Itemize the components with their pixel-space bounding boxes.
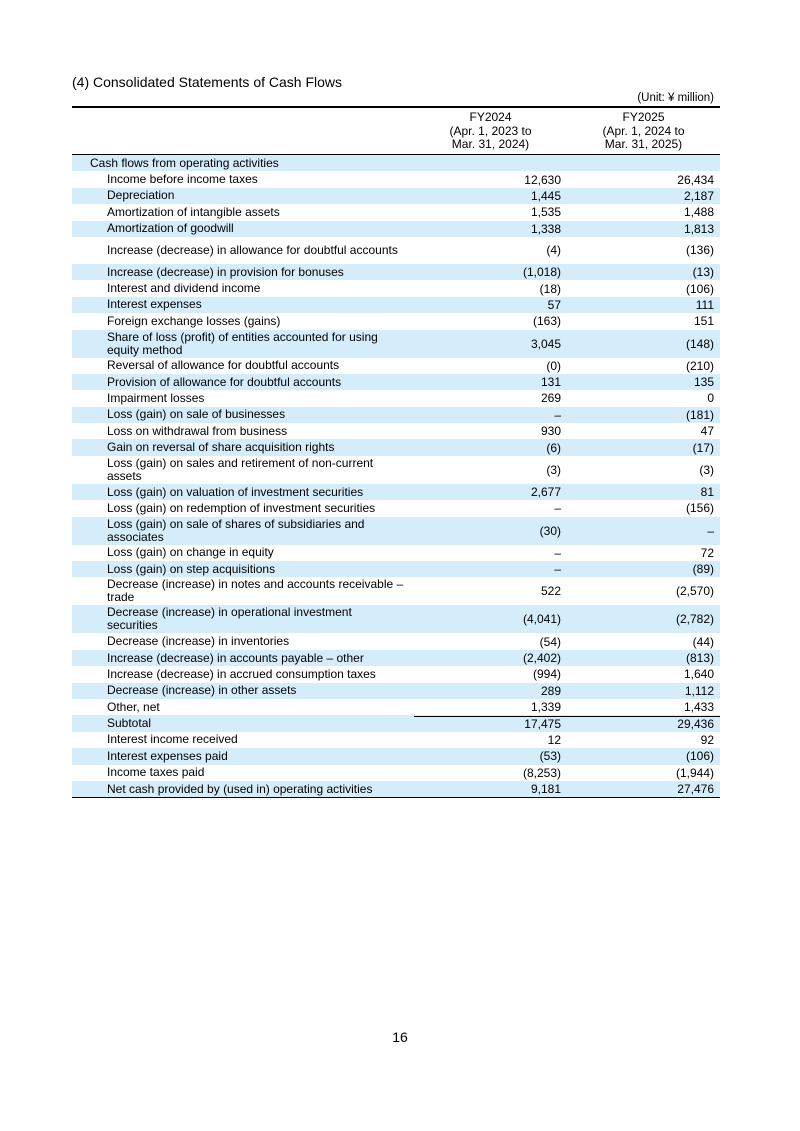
table-row — [72, 748, 720, 764]
row-label: Increase (decrease) in allowance for doubtful accounts — [107, 242, 398, 257]
value-fy2025: 2,187 — [683, 188, 714, 203]
value-fy2025: 72 — [700, 545, 714, 560]
column-header-line: FY2025 — [622, 110, 665, 124]
row-label: Loss (gain) on sale of businesses — [107, 407, 286, 422]
value-fy2024: (163) — [532, 314, 561, 329]
row-label: Income before income taxes — [107, 172, 258, 187]
table-row — [72, 732, 720, 748]
value-fy2024: (6) — [546, 440, 561, 455]
section-heading: Cash flows from operating activities — [90, 155, 279, 170]
table-row — [72, 561, 720, 577]
value-fy2024: 131 — [540, 375, 561, 390]
value-fy2025: 1,433 — [683, 700, 714, 715]
row-label: Decrease (increase) in other assets — [107, 683, 297, 698]
value-fy2024: (30) — [539, 523, 561, 538]
table-body — [72, 155, 720, 798]
value-fy2024: – — [554, 545, 561, 560]
table-row — [72, 237, 720, 264]
value-fy2024: – — [554, 501, 561, 516]
unit-label: (Unit: ¥ million) — [637, 92, 714, 104]
value-fy2024: (54) — [539, 634, 561, 649]
table-row — [72, 650, 720, 666]
row-label: Provision of allowance for doubtful accounts — [107, 374, 342, 389]
table-row — [72, 390, 720, 406]
value-fy2024: 1,338 — [530, 221, 561, 236]
value-fy2024: (18) — [539, 281, 561, 296]
row-label: Impairment losses — [107, 390, 205, 405]
table-row — [72, 155, 720, 171]
table-row — [72, 264, 720, 280]
row-label: Income taxes paid — [107, 765, 205, 780]
value-fy2025: (2,782) — [675, 612, 714, 627]
page-number: 16 — [392, 1029, 408, 1045]
row-label: Loss (gain) on redemption of investment securities — [107, 500, 376, 515]
row-label: Increase (decrease) in accounts payable – other — [107, 650, 364, 665]
row-label: Foreign exchange losses (gains) — [107, 313, 281, 328]
value-fy2024: (994) — [532, 667, 561, 682]
table-row — [72, 715, 720, 731]
row-label: Gain on reversal of share acquisition rights — [107, 440, 335, 455]
table-row — [72, 765, 720, 781]
value-fy2025: 26,434 — [677, 172, 714, 187]
value-fy2025: (136) — [685, 243, 714, 258]
table-row — [72, 577, 720, 605]
table-row — [72, 633, 720, 649]
value-fy2024: (53) — [539, 749, 561, 764]
value-fy2024: 17,475 — [414, 716, 567, 731]
value-fy2024: (2,402) — [522, 651, 561, 665]
table-row — [72, 358, 720, 374]
row-label: Decrease (increase) in inventories — [107, 634, 290, 649]
value-fy2025: (148) — [685, 336, 714, 351]
row-label: Depreciation — [107, 188, 175, 203]
row-label: Amortization of intangible assets — [107, 204, 280, 219]
row-label: Interest and dividend income — [107, 281, 261, 296]
cash-flow-table — [72, 106, 720, 798]
value-fy2024: 1,535 — [530, 205, 561, 220]
value-fy2025: (44) — [692, 634, 714, 649]
value-fy2024: 930 — [540, 424, 561, 439]
table-row — [72, 666, 720, 682]
value-fy2024: 3,045 — [530, 336, 561, 351]
value-fy2025: (1,944) — [675, 765, 714, 780]
value-fy2025: 135 — [693, 375, 714, 390]
value-fy2025: – — [707, 523, 714, 538]
row-label: Loss (gain) on sale of shares of subsidiaries and associates — [107, 516, 365, 544]
row-label: Loss (gain) on valuation of investment securities — [107, 484, 364, 499]
value-fy2024: 522 — [540, 584, 561, 599]
table-row — [72, 484, 720, 500]
row-label: Other, net — [107, 699, 160, 714]
table-row — [72, 171, 720, 187]
column-header-line: FY2024 — [469, 110, 512, 124]
value-fy2025: 0 — [707, 391, 714, 406]
table-row — [72, 374, 720, 390]
table-row — [72, 423, 720, 439]
row-label: Interest income received — [107, 732, 238, 747]
value-fy2024: (0) — [546, 358, 561, 373]
value-fy2024: (4,041) — [522, 612, 561, 627]
value-fy2024: (4) — [546, 243, 561, 258]
column-header-fy2024 — [414, 108, 567, 154]
table-row — [72, 313, 720, 329]
value-fy2025: 47 — [700, 424, 714, 439]
row-label: Increase (decrease) in accrued consumption taxes — [107, 666, 376, 681]
table-row — [72, 439, 720, 455]
value-fy2024: (1,018) — [522, 265, 561, 280]
table-row — [72, 605, 720, 633]
row-label: Loss (gain) on change in equity — [107, 545, 274, 560]
value-fy2025: (106) — [685, 281, 714, 296]
value-fy2025: (181) — [685, 407, 714, 422]
row-label: Loss on withdrawal from business — [107, 423, 288, 438]
table-row — [72, 456, 720, 484]
column-header-line: (Apr. 1, 2023 to — [449, 123, 532, 138]
table-row — [72, 781, 720, 798]
value-fy2025: 1,488 — [683, 205, 714, 220]
table-row — [72, 280, 720, 296]
value-fy2025: (89) — [692, 562, 714, 577]
value-fy2025: (2,570) — [675, 584, 714, 599]
value-fy2024: 9,181 — [530, 782, 561, 797]
table-row — [72, 297, 720, 313]
value-fy2024: (3) — [546, 462, 561, 477]
row-label: Reversal of allowance for doubtful accounts — [107, 358, 340, 373]
value-fy2024: 12 — [547, 732, 561, 747]
table-row — [72, 500, 720, 516]
value-fy2025: 1,813 — [683, 221, 714, 236]
row-label: Share of loss (profit) of entities accounted for using equity method — [107, 329, 378, 357]
row-label: Decrease (increase) in operational investment securities — [107, 605, 352, 633]
column-header-fy2025 — [567, 108, 720, 154]
value-fy2025: 1,640 — [683, 667, 714, 682]
value-fy2025: (3) — [699, 462, 714, 477]
value-fy2025: 81 — [700, 485, 714, 500]
table-row — [72, 699, 720, 715]
column-header-line: Mar. 31, 2024) — [451, 137, 530, 151]
table-row — [72, 221, 720, 237]
value-fy2024: 57 — [547, 297, 561, 312]
table-row — [72, 407, 720, 423]
section-title: (4) Consolidated Statements of Cash Flows — [72, 74, 343, 90]
row-label: Decrease (increase) in notes and accounts receivable – trade — [107, 577, 404, 605]
value-fy2024: 1,445 — [530, 188, 561, 203]
value-fy2025: (17) — [692, 440, 714, 455]
row-label: Loss (gain) on sales and retirement of non-current assets — [107, 455, 374, 483]
value-fy2025: 151 — [693, 314, 714, 329]
header-label-cell — [72, 108, 414, 154]
value-fy2024: 269 — [540, 391, 561, 406]
column-header-line: Mar. 31, 2025) — [604, 137, 683, 151]
value-fy2024: – — [554, 407, 561, 422]
value-fy2025: (210) — [685, 358, 714, 373]
column-header-line: (Apr. 1, 2024 to — [602, 123, 685, 138]
row-label: Loss (gain) on step acquisitions — [107, 561, 276, 576]
row-label: Amortization of goodwill — [107, 221, 234, 236]
value-fy2024: 289 — [540, 683, 561, 698]
value-fy2025: 27,476 — [677, 782, 714, 797]
row-label: Interest expenses paid — [107, 748, 228, 763]
table-row — [72, 545, 720, 561]
value-fy2025: 92 — [700, 732, 714, 747]
row-label: Net cash provided by (used in) operating activities — [107, 781, 373, 796]
value-fy2025: (156) — [685, 501, 714, 516]
value-fy2025: 29,436 — [567, 716, 720, 731]
table-row — [72, 330, 720, 358]
value-fy2024: 12,630 — [524, 172, 561, 187]
row-label: Subtotal — [107, 716, 152, 731]
table-row — [72, 683, 720, 699]
row-label: Increase (decrease) in provision for bonuses — [107, 264, 344, 279]
table-row — [72, 188, 720, 204]
value-fy2025: (13) — [692, 265, 714, 280]
row-label: Interest expenses — [107, 297, 202, 312]
value-fy2024: – — [554, 562, 561, 577]
value-fy2025: (106) — [685, 749, 714, 764]
value-fy2024: 2,677 — [530, 485, 561, 500]
value-fy2025: (813) — [685, 651, 714, 665]
table-header — [72, 108, 720, 155]
value-fy2025: 1,112 — [684, 683, 714, 698]
value-fy2024: 1,339 — [530, 700, 561, 715]
value-fy2025: 111 — [695, 297, 714, 312]
value-fy2024: (8,253) — [522, 765, 561, 780]
table-row — [72, 517, 720, 545]
table-row — [72, 204, 720, 220]
